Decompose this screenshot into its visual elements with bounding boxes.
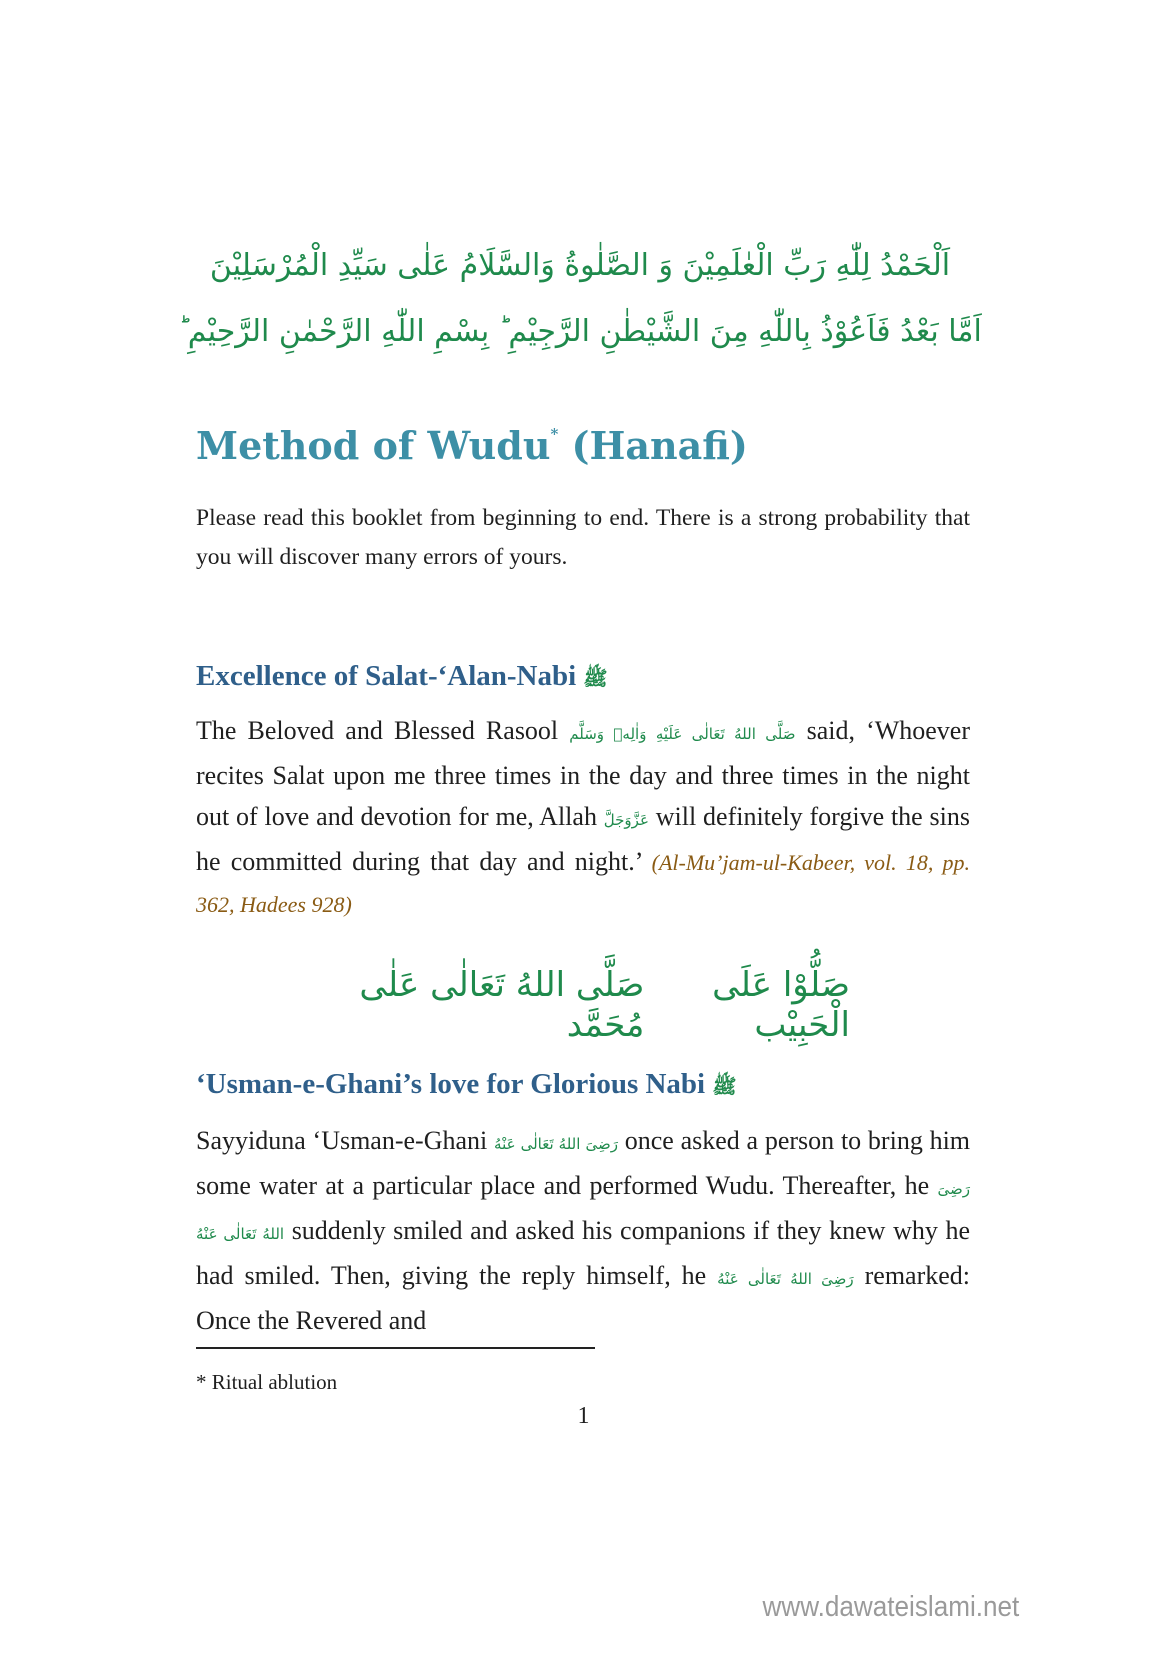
section-heading-salat-text: Excellence of Salat-‘Alan-Nabi	[196, 660, 577, 692]
durood-right: صَلُّوْا عَلَى الْحَبِيْب	[712, 965, 850, 1045]
salat-text-3: will definitely forgive the sins he committed during that day and night.’	[196, 802, 971, 876]
title-suffix: (Hanafi)	[558, 423, 748, 468]
footnote-divider	[196, 1347, 595, 1349]
arabic-radi-inline: رَضِیَ اللهُ تَعَالٰى عَنْهُ	[717, 1270, 854, 1288]
arabic-radi-inline: رَضِیَ اللهُ تَعَالٰى عَنْهُ	[494, 1135, 618, 1153]
salat-paragraph	[196, 710, 970, 925]
intro-paragraph: Please read this booklet from beginning to end. There is a strong probability that you will discover many errors of yours.	[196, 505, 970, 570]
title-text: Method of Wudu	[196, 423, 551, 468]
salat-text-2: said, ‘Whoever recites Salat upon me three times in the day and three times in the night out of love and devotion for me, Allah	[196, 716, 971, 831]
footnote: * Ritual ablution	[196, 1370, 338, 1394]
usman-text-4: remarked: Once the Revered and	[196, 1261, 971, 1335]
page-title	[196, 423, 748, 468]
usman-text-3: suddenly smiled and asked his companions if they knew why he had smiled. Then, giving the reply himself, he	[196, 1216, 970, 1290]
arabic-opening-line-2: اَمَّا بَعْدُ فَاَعُوْذُ بِاللّٰهِ مِنَ الشَّيْطٰنِ الرَّجِيْمِ ؕ بِسْمِ اللّٰهِ الرَّحْمٰنِ الرَّحِيْمِ ؕ	[178, 314, 982, 349]
honorific-glyph: ﷺ	[583, 666, 608, 690]
watermark-url: www.dawateislami.net	[762, 1591, 1019, 1623]
arabic-radi-inline: رَضِیَ اللهُ تَعَالٰى عَنْهُ	[196, 1180, 971, 1243]
usman-text-2: once asked a person to bring him some water at a particular place and performed Wudu. Thereafter, he	[196, 1126, 971, 1200]
section-heading-salat	[196, 660, 608, 695]
honorific-glyph: ﷺ	[712, 1074, 737, 1098]
citation: (Al-Mu’jam-ul-Kabeer, vol. 18, pp. 362, Hadees 928)	[196, 850, 971, 917]
section-heading-usman-text: ‘Usman-e-Ghani’s love for Glorious Nabi	[196, 1068, 706, 1100]
durood-line	[330, 965, 850, 1045]
usman-paragraph	[196, 1120, 970, 1341]
salat-text-1: The Beloved and Blessed Rasool	[196, 716, 559, 745]
usman-text-1: Sayyiduna ‘Usman-e-Ghani	[196, 1126, 488, 1155]
durood-left: صَلَّى اللهُ تَعَالٰى عَلٰى مُحَمَّد	[359, 965, 645, 1045]
page-number: 1	[577, 1403, 590, 1429]
arabic-salawat-inline: صَلَّى اللهُ تَعَالٰى عَلَيْهِ وَاٰلِهٖ وَسَلَّم	[569, 725, 796, 743]
section-heading-usman	[196, 1068, 737, 1103]
arabic-azza-wa-jalla-inline: عَزَّوَجَلَّ	[603, 811, 649, 829]
arabic-opening-line-1: اَلْحَمْدُ لِلّٰهِ رَبِّ الْعٰلَمِيْنَ وَ الصَّلٰوةُ وَالسَّلَامُ عَلٰى سَيِّدِ الْمُرْسَلِيْنَ	[209, 248, 951, 283]
title-footnote-marker: *	[550, 425, 559, 443]
